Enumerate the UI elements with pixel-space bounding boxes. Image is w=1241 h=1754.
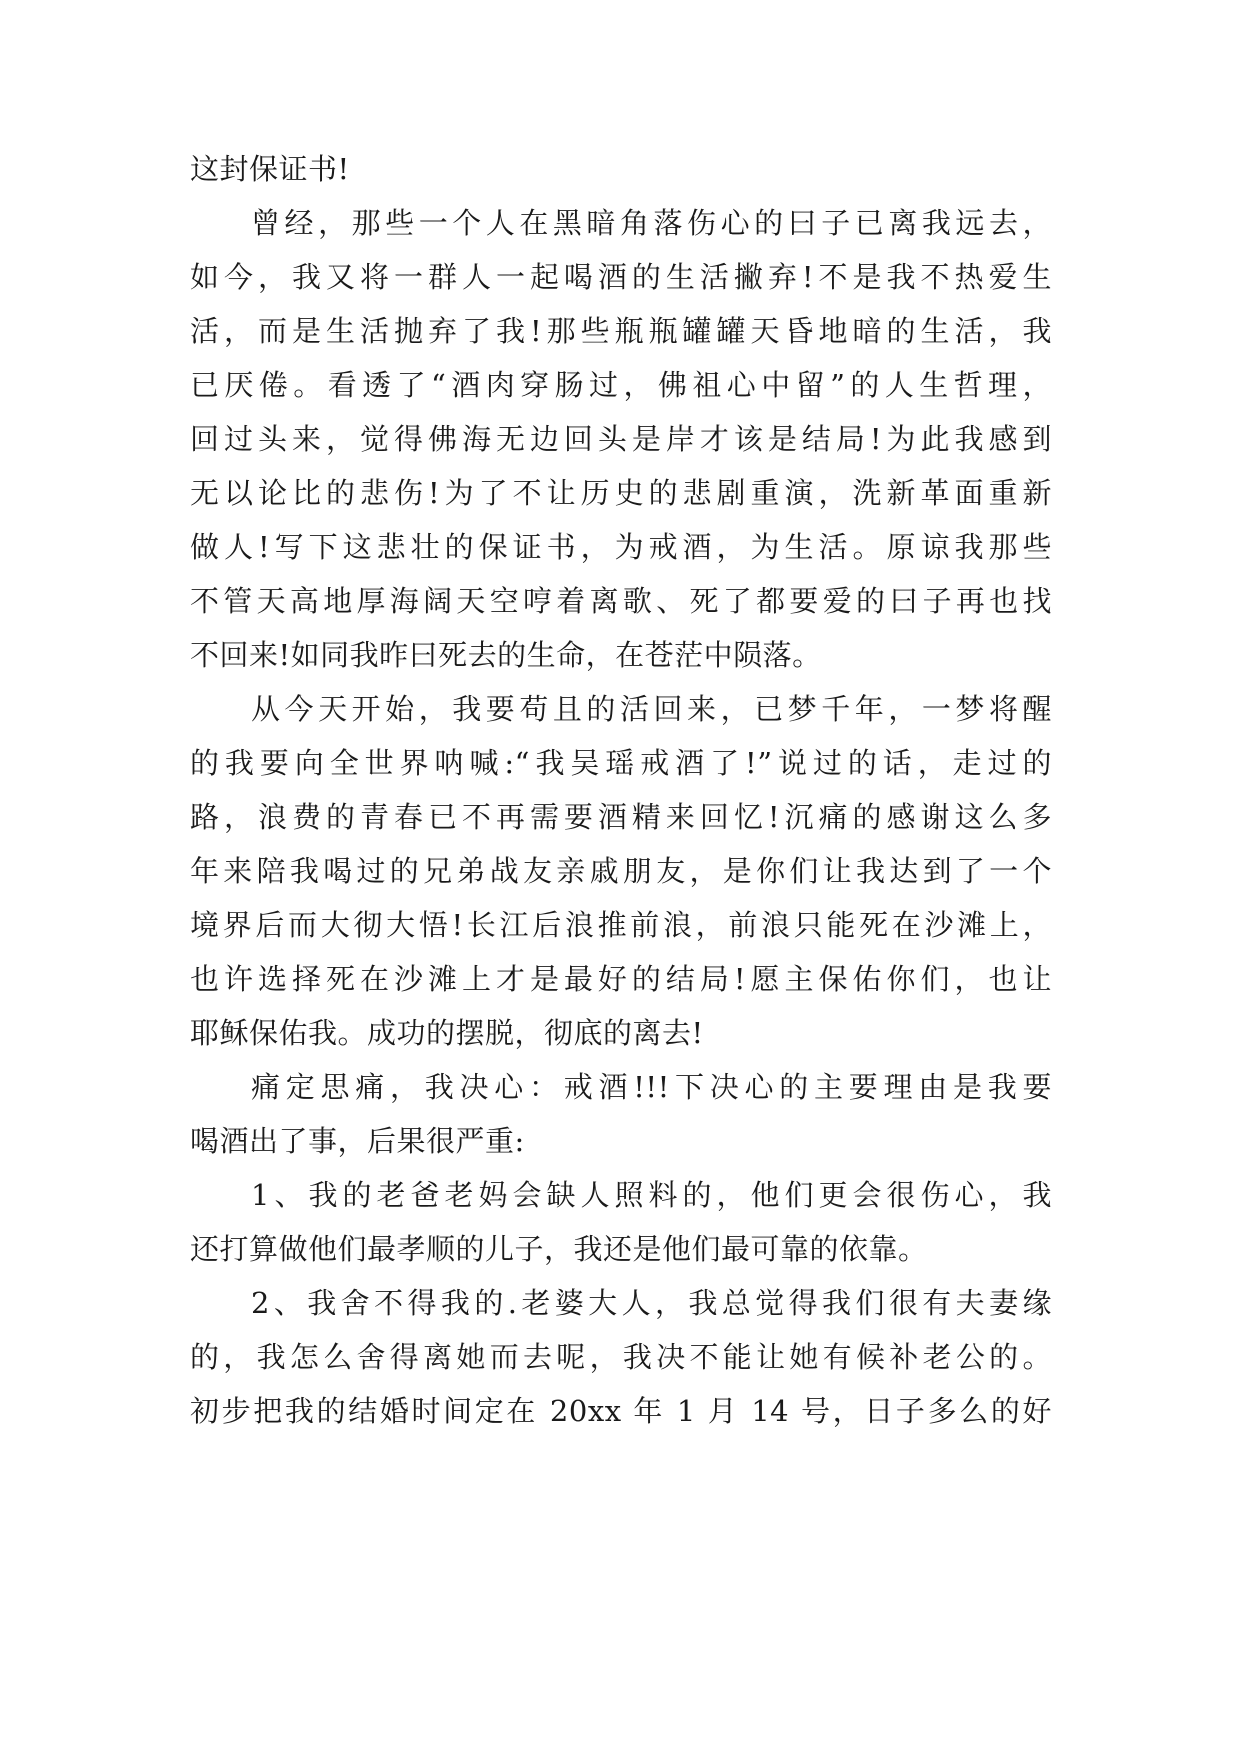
text-line: 也许选择死在沙滩上才是最好的结局!愿主保佑你们，也让 (190, 962, 1052, 996)
text-line: 曾经，那些一个人在黑暗角落伤心的曰子已离我远去， (251, 206, 1052, 240)
text-line: 痛定思痛，我决心：戒酒!!!下决心的主要理由是我要 (251, 1070, 1052, 1104)
text-line: 初步把我的结婚时间定在 20xx 年 1 月 14 号，日子多么的好 (190, 1394, 1052, 1428)
text-line: 不回来!如同我昨曰死去的生命，在苍茫中陨落。 (190, 638, 822, 672)
text-line: 不管天高地厚海阔天空哼着离歌、死了都要爱的曰子再也找 (190, 584, 1052, 618)
text-line: 的我要向全世界呐喊:“我吴瑶戒酒了!”说过的话，走过的 (190, 746, 1052, 780)
text-line: 喝酒出了事，后果很严重: (190, 1124, 525, 1158)
text-line: 的，我怎么舍得离她而去呢，我决不能让她有候补老公的。 (190, 1340, 1052, 1374)
text-line: 境界后而大彻大悟!长江后浪推前浪，前浪只能死在沙滩上， (190, 908, 1052, 942)
text-line: 无以论比的悲伤!为了不让历史的悲剧重演，洗新革面重新 (190, 476, 1052, 510)
text-line: 路，浪费的青春已不再需要酒精来回忆!沉痛的感谢这么多 (190, 800, 1052, 834)
text-line: 1、我的老爸老妈会缺人照料的，他们更会很伤心，我 (251, 1178, 1052, 1212)
text-line: 还打算做他们最孝顺的儿子，我还是他们最可靠的依靠。 (190, 1232, 928, 1266)
text-line: 活，而是生活抛弃了我!那些瓶瓶罐罐天昏地暗的生活，我 (190, 314, 1052, 348)
text-line: 已厌倦。看透了“酒肉穿肠过，佛祖心中留”的人生哲理， (190, 368, 1052, 402)
text-line: 做人!写下这悲壮的保证书，为戒酒，为生活。原谅我那些 (190, 530, 1052, 564)
text-line: 这封保证书! (190, 152, 350, 186)
text-line: 如今，我又将一群人一起喝酒的生活撇弃!不是我不热爱生 (190, 260, 1052, 294)
text-line: 耶稣保佑我。成功的摆脱，彻底的离去! (190, 1016, 704, 1050)
text-line: 回过头来，觉得佛海无边回头是岸才该是结局!为此我感到 (190, 422, 1052, 456)
text-line: 从今天开始，我要苟且的活回来，已梦千年，一梦将醒 (251, 692, 1052, 726)
text-line: 2、我舍不得我的.老婆大人，我总觉得我们很有夫妻缘 (251, 1286, 1052, 1320)
text-line: 年来陪我喝过的兄弟战友亲戚朋友，是你们让我达到了一个 (190, 854, 1052, 888)
